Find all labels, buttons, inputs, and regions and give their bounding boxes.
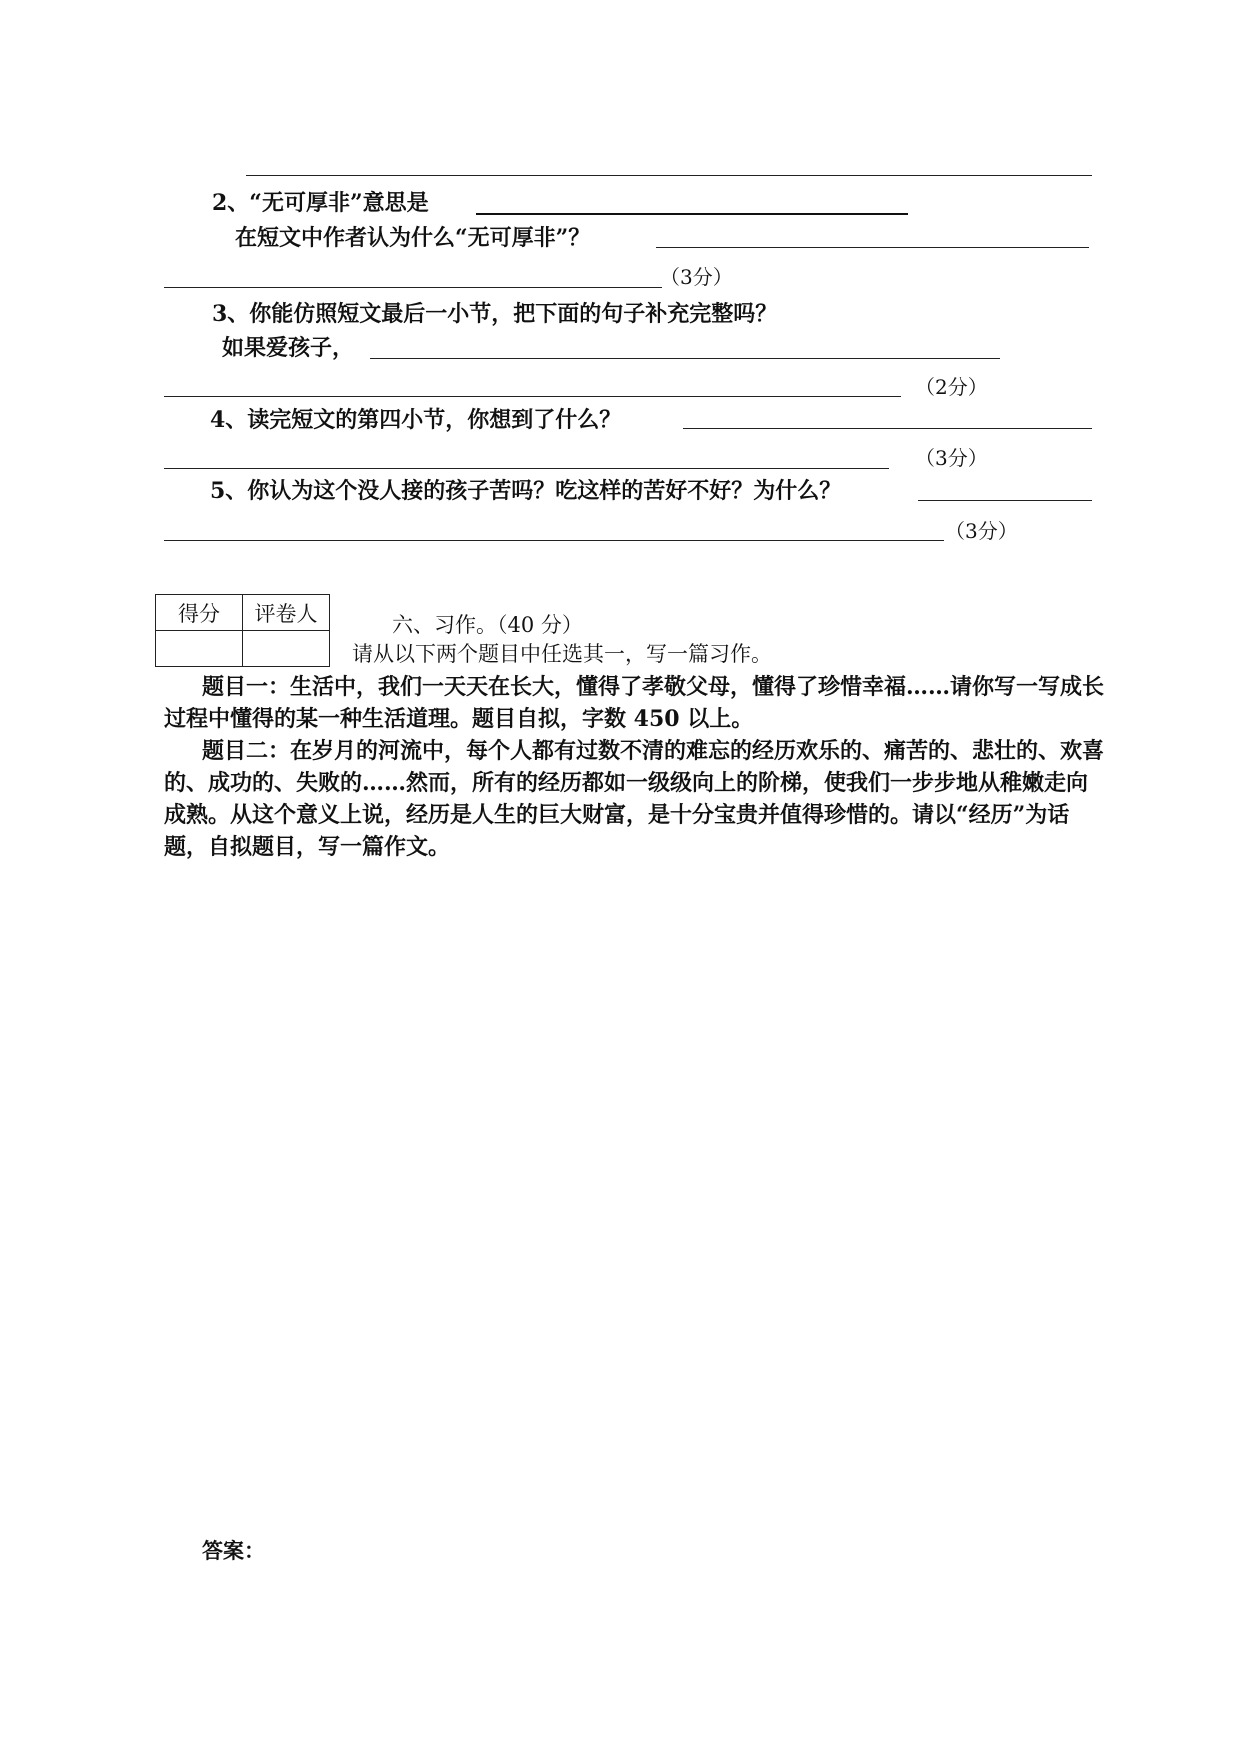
score-cell[interactable] (156, 631, 243, 667)
score-table (155, 594, 330, 667)
question-5-answer-line[interactable] (918, 500, 1092, 501)
question-4-points: （3分） (915, 446, 988, 470)
question-3-answer-line-2[interactable] (164, 396, 901, 397)
section-6-title: 六、习作。（40 分） (392, 613, 583, 637)
grader-header: 评卷人 (243, 595, 330, 631)
question-3-points: （2分） (915, 375, 988, 399)
question-2-sub-answer-line[interactable] (656, 247, 1089, 248)
question-3-label: 3、你能仿照短文最后一小节，把下面的句子补充完整吗？ (212, 301, 778, 327)
topic-2-paragraph: 题目二：在岁月的河流中，每个人都有过数不清的难忘的经历欢乐的、痛苦的、悲壮的、欢喜的、成功的、失败的……然而，所有的经历都如一级级向上的阶梯，使我们一步步地从稚嫩走向成熟。从这个意义上说，经历是人生的巨大财富，是十分宝贵并值得珍惜的。请以“经历”为话题，自拟题目，写一篇作文。 (164, 738, 1105, 860)
question-3-sub: 如果爱孩子， (222, 335, 355, 361)
question-5-label: 5、你认为这个没人接的孩子苦吗？吃这样的苦好不好？为什么？ (210, 478, 842, 504)
question-2-points: （3分） (660, 265, 733, 289)
question-3-answer-line[interactable] (370, 358, 1000, 359)
question-2-label: 2、“无可厚非”意思是 (212, 190, 429, 216)
question-5-points: （3分） (945, 519, 1018, 543)
question-4-answer-line[interactable] (683, 428, 1092, 429)
topic-1-paragraph: 题目一：生活中，我们一天天在长大，懂得了孝敬父母，懂得了珍惜幸福……请你写一写成长过程中懂得的某一种生活道理。题目自拟，字数 450 以上。 (164, 674, 1105, 732)
question-2-sub: 在短文中作者认为什么“无可厚非”？ (235, 225, 591, 251)
question-4-label: 4、读完短文的第四小节，你想到了什么？ (210, 407, 622, 433)
question-5-answer-line-2[interactable] (164, 540, 944, 541)
answer-line-top[interactable] (246, 175, 1092, 176)
section-6-instruction: 请从以下两个题目中任选其一，写一篇习作。 (352, 642, 772, 666)
question-2-answer-line[interactable] (476, 213, 908, 215)
answer-label: 答案： (202, 1538, 265, 1563)
question-2-answer-line-2[interactable] (164, 287, 662, 288)
question-4-answer-line-2[interactable] (164, 468, 889, 469)
grader-cell[interactable] (243, 631, 330, 667)
score-header: 得分 (156, 595, 243, 631)
